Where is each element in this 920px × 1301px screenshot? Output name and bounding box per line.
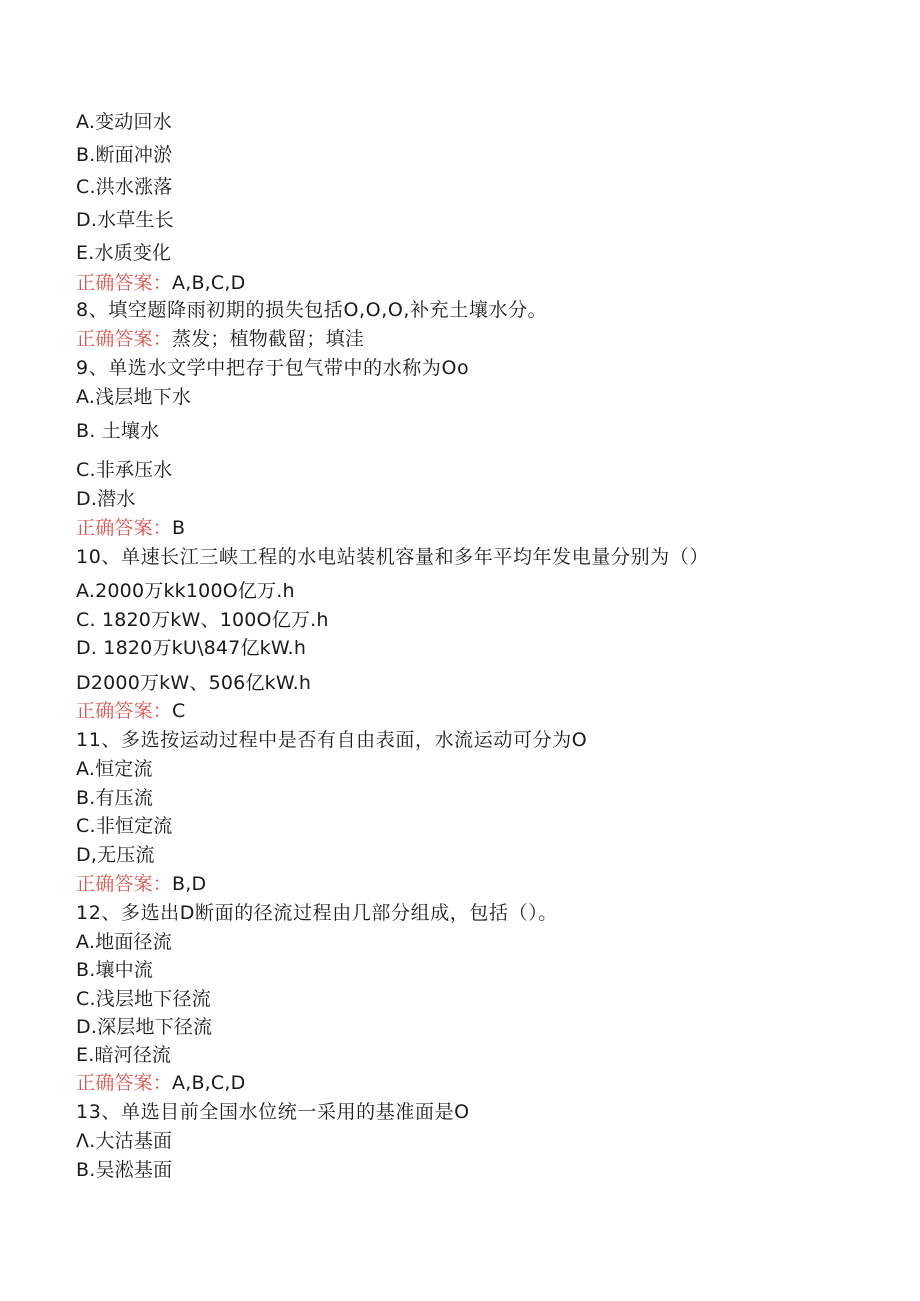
option-line: C.洪水涨落 [76,176,173,198]
option-line: Λ.大沽基面 [76,1130,173,1152]
answer-label: 正确答案： [76,1072,173,1094]
option-line: A.浅层地下水 [76,386,192,408]
answer-label: 正确答案： [76,873,173,895]
option-line: B. 土壤水 [76,420,160,442]
answer-line [76,327,364,351]
option-line: D.水草生长 [76,209,174,231]
option-line: C.非承压水 [76,459,173,481]
option-line: B.断面冲淤 [76,144,173,166]
answer-label: 正确答案： [76,328,173,350]
option-line: B.有压流 [76,787,154,809]
answer-label: 正确答案： [76,272,173,294]
option-line: A.地面径流 [76,931,172,953]
question-line: 13、单选目前全国水位统一采用的基准面是O [76,1101,470,1123]
answer-value: 蒸发；植物截留；填洼 [172,328,365,350]
option-line: D.潜水 [76,488,136,510]
question-line: 12、多选出D断面的径流过程由几部分组成，包括（）。 [76,902,558,924]
option-line: D. 1820万kU\847亿kW.h [76,637,307,659]
option-line: B.吴淞基面 [76,1159,173,1181]
option-line: E.水质变化 [76,242,172,264]
answer-line [76,271,245,295]
question-line: 8、填空题降雨初期的损失包括O,O,O,补充土壤水分。 [76,299,548,321]
option-line: D2000万kW、506亿kW.h [76,672,312,694]
answer-line [76,872,206,896]
option-line: D,无压流 [76,844,155,866]
option-line: A.恒定流 [76,758,153,780]
answer-label: 正确答案： [76,700,173,722]
option-line: A.2000万kk100O亿万.h [76,580,295,602]
answer-value: A,B,C,D [172,272,246,294]
option-line: A.变动回水 [76,111,172,133]
option-line: E.暗河径流 [76,1044,172,1066]
answer-value: B [172,517,186,539]
question-line: 11、多选按运动过程中是否有自由表面，水流运动可分为O [76,729,588,751]
answer-line [76,516,185,540]
option-line: C. 1820万kW、100O亿万.h [76,609,329,631]
answer-value: B,D [172,873,207,895]
answer-value: A,B,C,D [172,1072,246,1094]
answer-line [76,699,185,723]
answer-label: 正确答案： [76,517,173,539]
option-line: C.非恒定流 [76,815,173,837]
option-line: B.壤中流 [76,959,154,981]
option-line: D.深层地下径流 [76,1016,213,1038]
question-line: 9、单选水文学中把存于包气带中的水称为Oo [76,357,470,379]
answer-value: C [172,700,186,722]
answer-line [76,1071,245,1095]
option-line: C.浅层地下径流 [76,988,211,1010]
question-line: 10、单速长江三峡工程的水电站装机容量和多年平均年发电量分别为（） [76,546,709,568]
